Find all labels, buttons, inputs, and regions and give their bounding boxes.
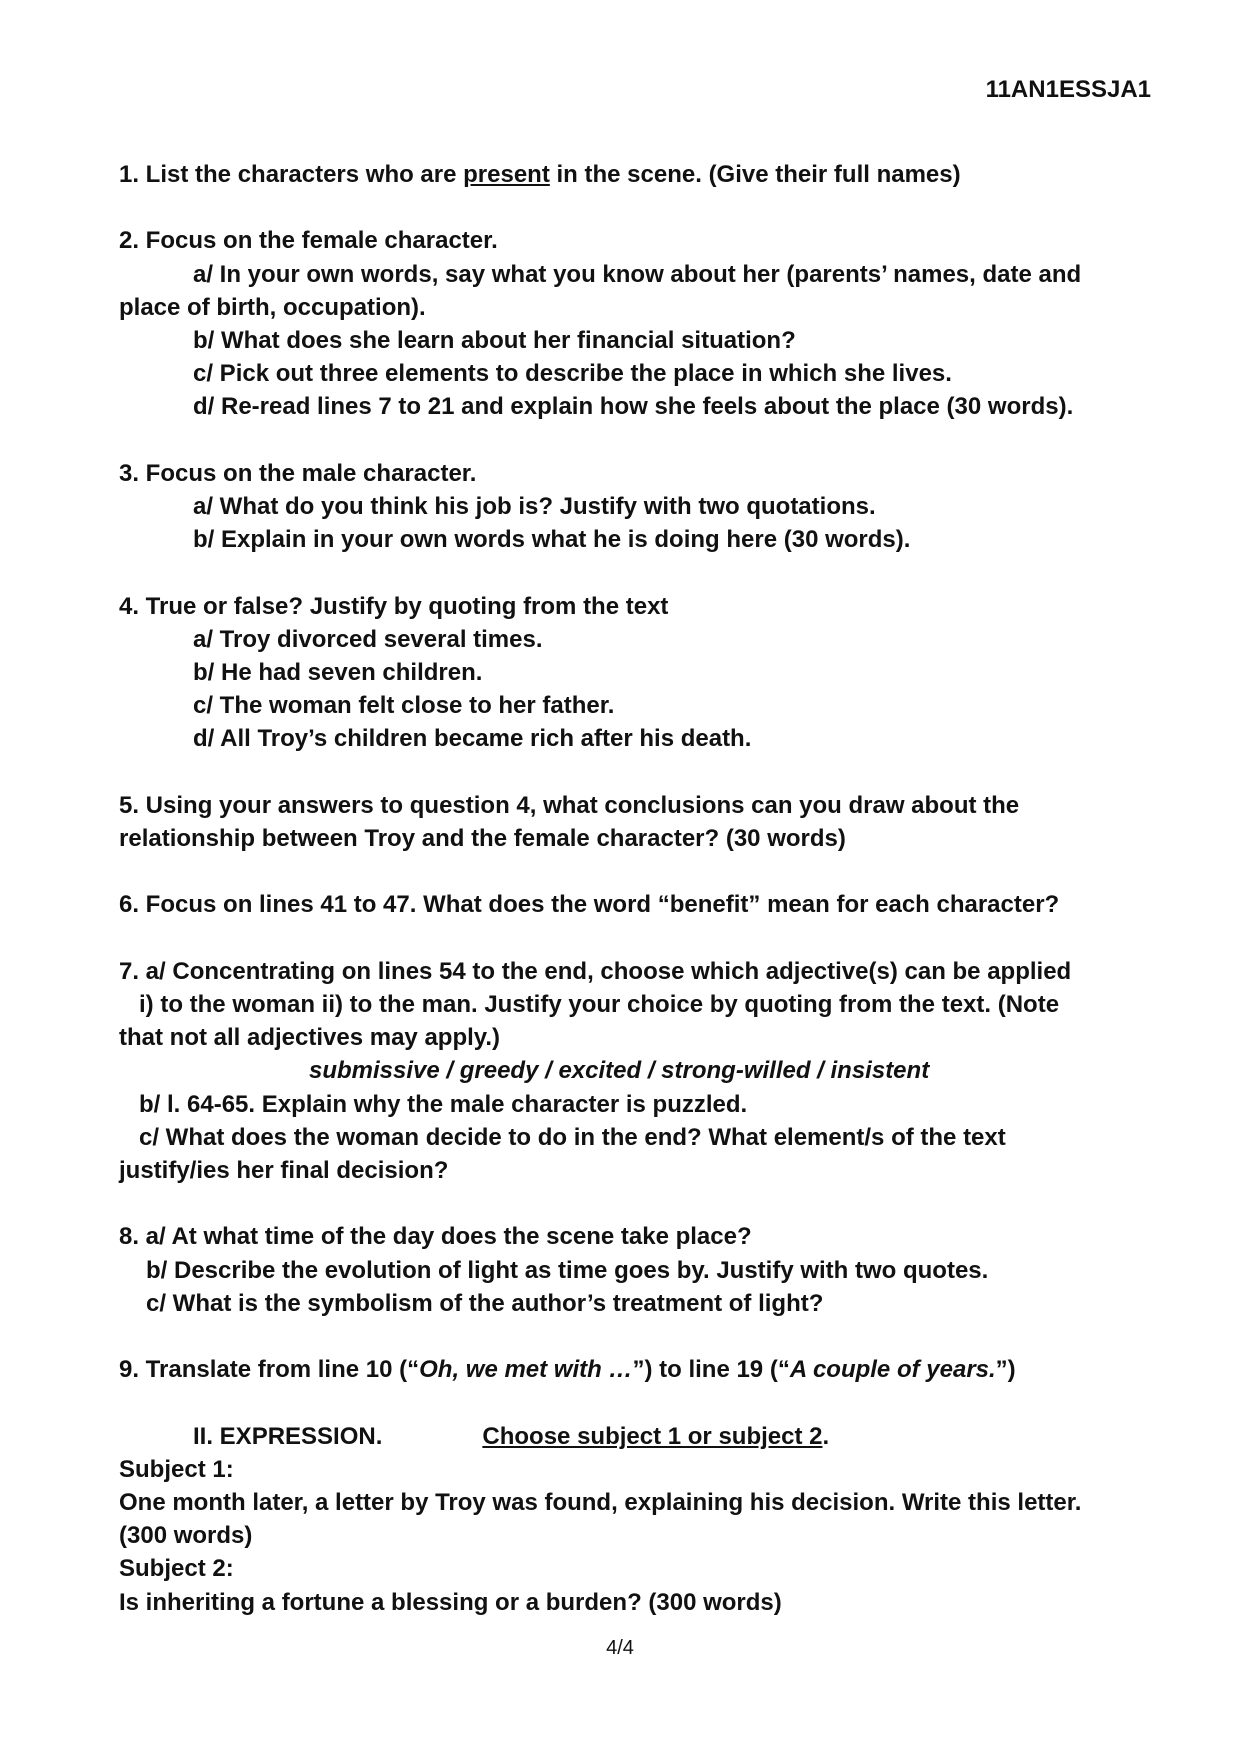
question-4c: c/ The woman felt close to her father. bbox=[193, 692, 615, 720]
question-5-line1: 5. Using your answers to question 4, what conclusions can you draw about the bbox=[119, 791, 1020, 819]
subject-1-line1: One month later, a letter by Troy was found, explaining his decision. Write this letter. bbox=[119, 1488, 1082, 1516]
question-5-line2: relationship between Troy and the female character? (30 words) bbox=[119, 825, 846, 852]
question-9-text-3: ”) bbox=[995, 1356, 1016, 1384]
question-2d: d/ Re-read lines 7 to 21 and explain how she feels about the place (30 words). bbox=[193, 393, 1074, 421]
question-2a-line2: place of birth, occupation). bbox=[119, 293, 426, 321]
question-7c-line2: justify/ies her final decision? bbox=[119, 1157, 449, 1184]
question-3a: a/ What do you think his job is? Justify with two quotations. bbox=[193, 493, 876, 520]
spacer bbox=[119, 1386, 1139, 1419]
question-1-text-end: in the scene. (Give their full names) bbox=[549, 161, 961, 188]
subject-1-label: Subject 1: bbox=[119, 1455, 234, 1483]
subject-2-text: Is inheriting a fortune a blessing or a burden? (300 words) bbox=[119, 1588, 782, 1616]
question-7b: b/ l. 64-65. Explain why the male character is puzzled. bbox=[139, 1090, 748, 1118]
question-1-underlined-word: present bbox=[463, 161, 550, 188]
expression-heading bbox=[119, 1420, 1139, 1453]
question-7a-line3: that not all adjectives may apply.) bbox=[119, 1024, 500, 1052]
question-3b: b/ Explain in your own words what he is doing here (30 words). bbox=[193, 526, 911, 554]
spacer bbox=[119, 556, 1139, 589]
question-9-quote-1: Oh, we met with … bbox=[419, 1356, 633, 1384]
question-6: 6. Focus on lines 41 to 47. What does the word “benefit” mean for each character? bbox=[119, 891, 1060, 919]
question-9-quote-2: A couple of years. bbox=[789, 1356, 996, 1384]
question-8a: 8. a/ At what time of the day does the scene take place? bbox=[119, 1223, 752, 1251]
expression-instruction-period: . bbox=[822, 1422, 830, 1450]
spacer bbox=[119, 424, 1139, 457]
question-2c: c/ Pick out three elements to describe the place in which she lives. bbox=[193, 360, 952, 388]
page-number: 4/4 bbox=[606, 1637, 634, 1659]
question-4a: a/ Troy divorced several times. bbox=[193, 625, 543, 653]
expression-title: II. EXPRESSION. bbox=[193, 1422, 383, 1450]
question-1-text-start: 1. List the characters who are bbox=[119, 161, 464, 188]
question-3-title: 3. Focus on the male character. bbox=[119, 459, 477, 487]
spacer bbox=[119, 756, 1139, 789]
question-7c-line1: c/ What does the woman decide to do in the end? What element/s of the text bbox=[139, 1123, 1006, 1151]
question-1 bbox=[119, 158, 1139, 191]
question-9-text-1: 9. Translate from line 10 (“ bbox=[119, 1356, 420, 1384]
spacer bbox=[119, 191, 1139, 224]
question-8b: b/ Describe the evolution of light as time goes by. Justify with two quotes. bbox=[146, 1256, 989, 1284]
question-4b: b/ He had seven children. bbox=[193, 659, 483, 686]
question-7a-line2: i) to the woman ii) to the man. Justify your choice by quoting from the text. (Note bbox=[139, 990, 1060, 1018]
spacer bbox=[119, 922, 1139, 955]
subject-2-label: Subject 2: bbox=[119, 1555, 234, 1583]
question-7a-line1: 7. a/ Concentrating on lines 54 to the end, choose which adjective(s) can be applied bbox=[119, 957, 1072, 985]
question-9 bbox=[119, 1353, 1139, 1386]
question-4-title: 4. True or false? Justify by quoting from the text bbox=[119, 592, 669, 620]
subject-1-line2: (300 words) bbox=[119, 1522, 253, 1550]
question-2-title: 2. Focus on the female character. bbox=[119, 227, 498, 255]
spacer bbox=[119, 1320, 1139, 1353]
spacer bbox=[119, 855, 1139, 888]
question-2b: b/ What does she learn about her financial situation? bbox=[193, 327, 796, 354]
spacer bbox=[119, 1187, 1139, 1220]
question-8c: c/ What is the symbolism of the author’s treatment of light? bbox=[146, 1289, 824, 1317]
adjective-list: submissive / greedy / excited / strong-willed / insistent bbox=[309, 1057, 930, 1085]
questions-section bbox=[119, 158, 1139, 1619]
question-4d: d/ All Troy’s children became rich after his death. bbox=[193, 725, 752, 753]
question-9-text-2: ”) to line 19 (“ bbox=[632, 1356, 790, 1384]
expression-instruction: Choose subject 1 or subject 2 bbox=[482, 1422, 823, 1450]
document-code: 11AN1ESSJA1 bbox=[985, 76, 1151, 103]
question-2a-line1: a/ In your own words, say what you know about her (parents’ names, date and bbox=[193, 260, 1082, 288]
